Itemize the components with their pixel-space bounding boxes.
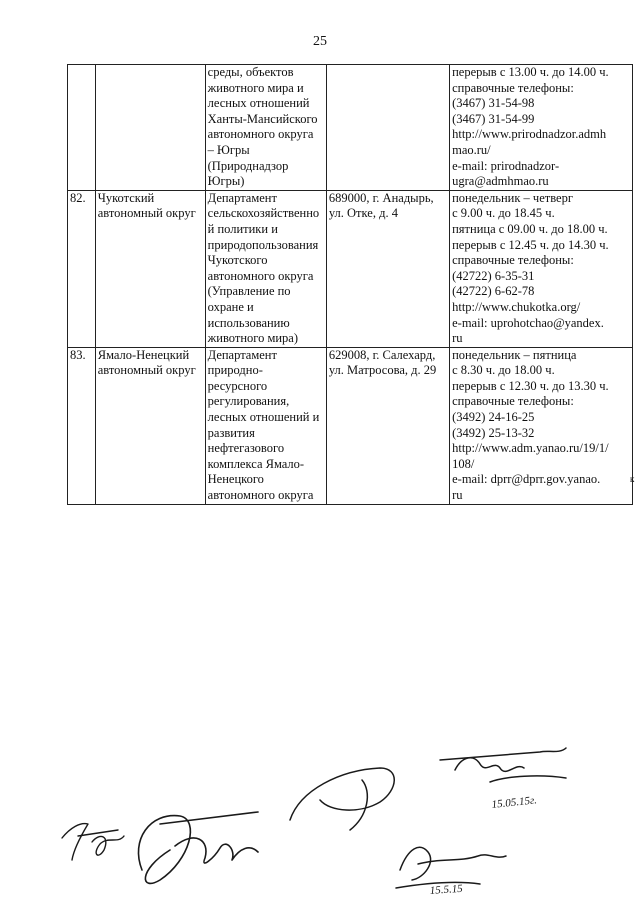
- signature-2: [138, 812, 258, 883]
- agency-cell: Департамент сельскохозяйственно й политики и природопользования Чукотского автономного округа (Управление по охране и использованию животного мира): [205, 190, 326, 347]
- agency-cell: среды, объектов животного мира и лесных отношений Ханты-Мансийского автономного округа – Югры (Природнадзор Югры): [205, 65, 326, 191]
- registry-table: [67, 64, 633, 505]
- row-number: 82.: [68, 190, 96, 347]
- table-row: [68, 347, 633, 504]
- agency-cell: Департамент природно- ресурсного регулирования, лесных отношений и развития нефтегазового комплекса Ямало- Ненецкого автономного округа: [205, 347, 326, 504]
- region-cell: [95, 65, 205, 191]
- signature-date-2: 15.5.15: [429, 882, 464, 897]
- signature-3: [290, 748, 566, 830]
- contacts-cell: понедельник – четверг с 9.00 ч. до 18.45 ч. пятница с 09.00 ч. до 18.00 ч. перерыв с 12.45 ч. до 14.30 ч. справочные телефоны: (42722) 6-35-31 (42722) 6-62-78 http://www.chukotka.org/ e-mail: uprohotchao@yandex. ru: [450, 190, 633, 347]
- address-cell: 629008, г. Салехард, ул. Матросова, д. 29: [326, 347, 449, 504]
- signature-4: [396, 847, 506, 888]
- row-number: 83.: [68, 347, 96, 504]
- signatures: [0, 720, 640, 905]
- address-cell: [326, 65, 449, 191]
- table-row: [68, 65, 633, 191]
- page-number: 25: [313, 34, 327, 49]
- signature-1: [62, 824, 124, 860]
- table-row: [68, 190, 633, 347]
- contacts-cell: понедельник – пятница с 8.30 ч. до 18.00 ч. перерыв с 12.30 ч. до 13.30 ч. справочные телефоны: (3492) 24-16-25 (3492) 25-13-32 http://www.adm.yanao.ru/19/1/ 108/ e-mail: dprr@dprr.gov.yanao. ru: [450, 347, 633, 504]
- contacts-cell: перерыв с 13.00 ч. до 14.00 ч. справочные телефоны: (3467) 31-54-98 (3467) 31-54-99 http://www.prirodnadzor.admh mao.ru/ e-mail: prirodnadzor- ugra@admhmao.ru: [450, 65, 633, 191]
- margin-mark: к: [630, 474, 635, 484]
- region-cell: Ямало-Ненецкий автономный округ: [95, 347, 205, 504]
- row-number: [68, 65, 96, 191]
- region-cell: Чукотский автономный округ: [95, 190, 205, 347]
- signature-date-1: 15.05.15г.: [491, 794, 538, 811]
- address-cell: 689000, г. Анадырь, ул. Отке, д. 4: [326, 190, 449, 347]
